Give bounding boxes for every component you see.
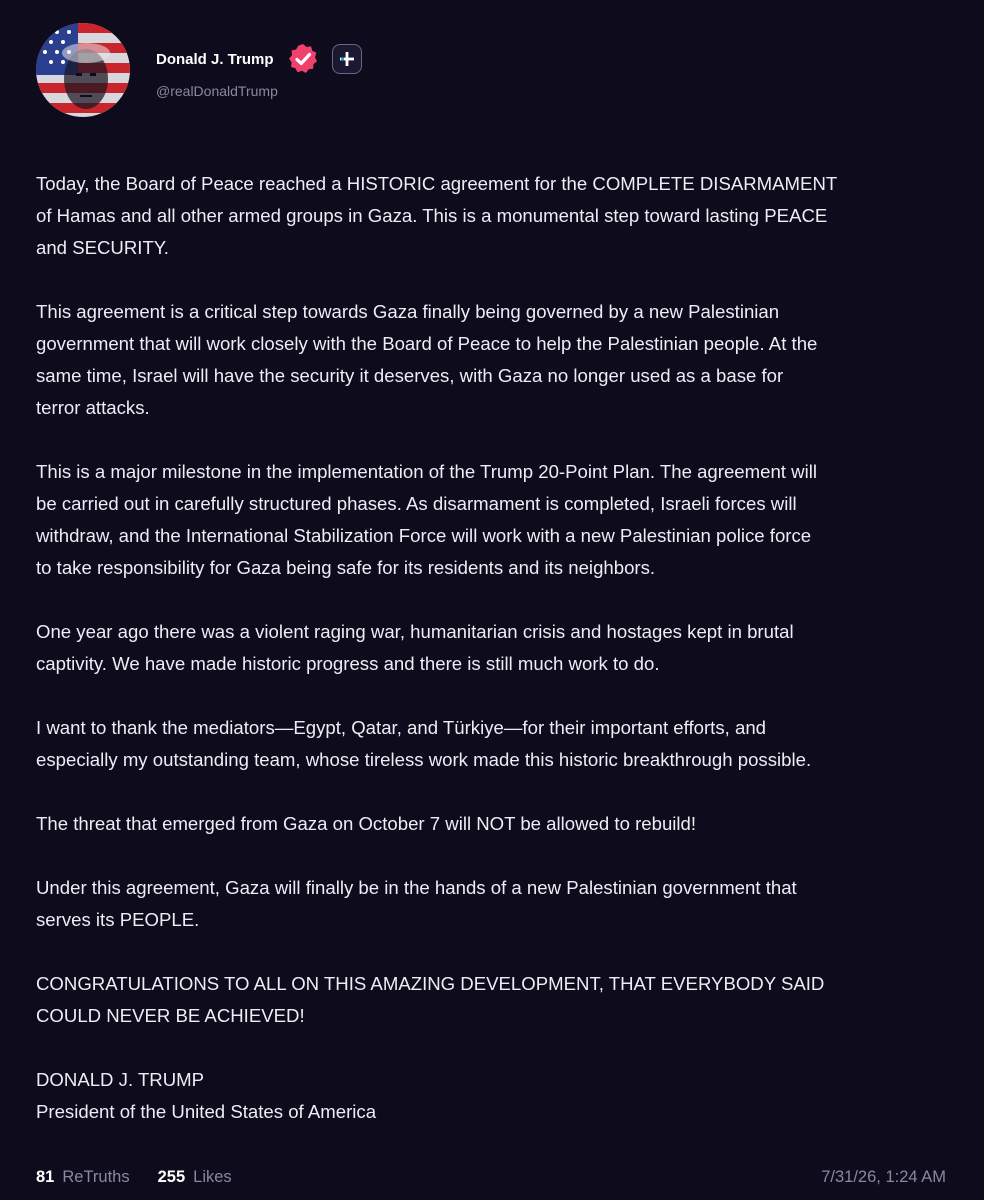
- post-paragraph: I want to thank the mediators—Egypt, Qatar, and Türkiye—for their important efforts, and especially my outstanding team, whose tireless work made this historic breakthrough possible.: [36, 717, 812, 770]
- post-body: [36, 168, 956, 1128]
- retruths-label: ReTruths: [62, 1167, 130, 1186]
- name-row: [156, 41, 362, 77]
- retruths-stat[interactable]: [36, 1168, 130, 1187]
- plus-icon: [339, 51, 355, 67]
- post-paragraph: CONGRATULATIONS TO ALL ON THIS AMAZING DEVELOPMENT, THAT EVERYBODY SAID COULD NEVER BE ACHIEVED!: [36, 973, 825, 1026]
- likes-label: Likes: [193, 1167, 232, 1186]
- post-paragraph: This agreement is a critical step towards Gaza finally being governed by a new Palestinian government that will work closely with the Board of Peace to help the Palestinian people. At the same time, Israel will have the security it deserves, with Gaza no longer used as a base for terror attacks.: [36, 301, 818, 418]
- likes-stat[interactable]: [158, 1168, 232, 1187]
- author-identity: [156, 41, 362, 99]
- post-paragraph: This is a major milestone in the implementation of the Trump 20-Point Plan. The agreement will be carried out in carefully structured phases. As disarmament is completed, Israeli forces will withdraw, and the International Stabilization Force will work with a new Palestinian police force to take responsibility for Gaza being safe for its residents and its neighbors.: [36, 461, 817, 578]
- post-timestamp[interactable]: 7/31/26, 1:24 AM: [821, 1167, 946, 1186]
- signature-name: DONALD J. TRUMP: [36, 1069, 205, 1090]
- signature-title: President of the United States of America: [36, 1101, 377, 1122]
- post-footer: [36, 1162, 948, 1192]
- follow-button[interactable]: [332, 44, 362, 74]
- author-handle[interactable]: @realDonaldTrump: [156, 83, 278, 99]
- post-paragraph: One year ago there was a violent raging war, humanitarian crisis and hostages kept in brutal captivity. We have made historic progress and there is still much work to do.: [36, 621, 794, 674]
- post-paragraph: The threat that emerged from Gaza on October 7 will NOT be allowed to rebuild!: [36, 813, 697, 834]
- post-header: [36, 20, 362, 120]
- author-display-name[interactable]: Donald J. Trump: [156, 50, 274, 68]
- retruths-count: 81: [36, 1167, 55, 1186]
- likes-count: 255: [157, 1167, 186, 1186]
- post-paragraph: Under this agreement, Gaza will finally be in the hands of a new Palestinian government that serves its PEOPLE.: [36, 877, 797, 930]
- post-paragraph: Today, the Board of Peace reached a HISTORIC agreement for the COMPLETE DISARMAMENT of Hamas and all other armed groups in Gaza. This is a monumental step toward lasting PEACE and SECURITY.: [36, 173, 838, 258]
- avatar-flag-portrait: [36, 23, 130, 117]
- avatar[interactable]: [36, 23, 130, 117]
- verified-check-icon: [286, 42, 320, 76]
